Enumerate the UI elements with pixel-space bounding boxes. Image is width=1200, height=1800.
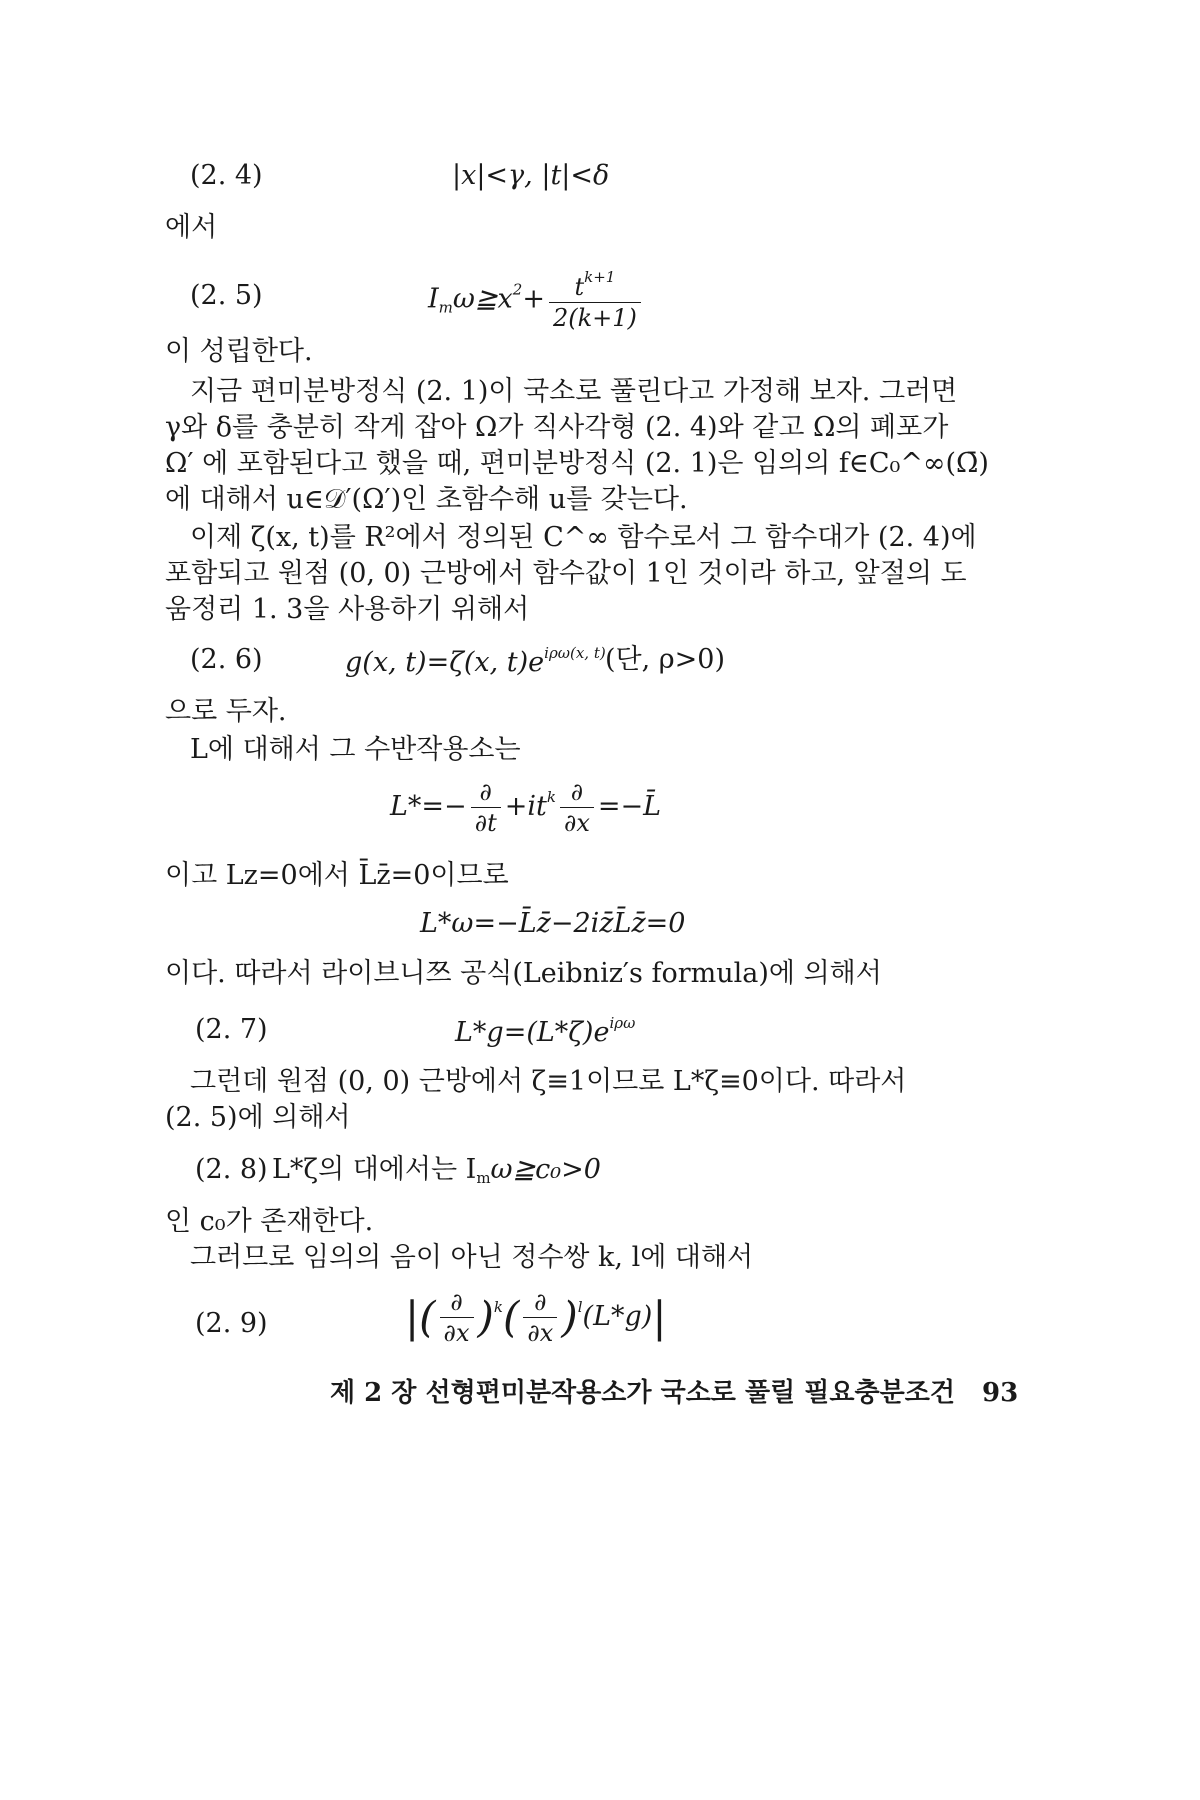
equation-adjoint [390,780,661,835]
equation-body [272,1156,601,1186]
equation-number: (2. 7) [195,1014,268,1045]
fraction [560,780,594,835]
denominator: 2(k+1) [549,302,641,330]
equation-body [345,646,606,676]
numerator-base: t [574,273,585,301]
equation-L-omega: L*ω=−L̄z̄−2iz̄L̄z̄=0 [420,908,686,939]
paren-left: ( [419,1292,436,1342]
equation-main: L*g=(L*ζ)e [455,1017,610,1048]
paragraph-line: Ω′ 에 포함된다고 했을 때, 편미분방정식 (2. 1)은 임의의 f∈C₀^∞(Ω̄) [165,448,989,479]
paren-left: ( [502,1292,520,1342]
equation-number: (2. 5) [190,280,263,311]
plus-sign: + [522,283,545,315]
paragraph-text: L에 대해서 그 수반작용소는 [190,734,521,765]
fraction [523,1290,557,1345]
paragraph-line: 움정리 1. 3을 사용하기 위해서 [165,594,530,625]
numerator: ∂ [534,1288,547,1316]
paragraph-text: 인 c₀가 존재한다. [165,1206,374,1237]
paragraph-text: 이고 Lz=0에서 L̄z̄=0이므로 [165,860,509,891]
equation-body [455,1016,635,1046]
middle-term: +it [504,791,547,822]
page-footer [330,1380,1018,1406]
fraction [549,270,641,330]
numerator: ∂ [570,778,584,806]
paragraph-line: 그런데 원점 (0, 0) 근방에서 ζ≡1이므로 L*ζ≡0이다. 따라서 [190,1066,907,1097]
fraction [471,780,501,835]
paren-right: ) [561,1292,578,1342]
equation-note: (단, ρ>0) [605,644,725,675]
inequality: ω≧x [452,283,513,315]
denominator: ∂x [560,807,594,835]
numerator [549,270,641,302]
lhs: I [428,283,439,315]
equation-body [405,1290,666,1345]
paragraph-text: 이 성립한다. [165,336,313,367]
paragraph-line: 포함되고 원점 (0, 0) 근방에서 함수값이 1인 것이라 하고, 앞절의 도 [165,558,967,589]
paren-right: ) [477,1292,494,1342]
equation-body: |x|<γ, |t|<δ [452,160,610,191]
superscript: k [546,788,556,806]
equation-tail: ω≧c₀>0 [490,1154,601,1185]
paragraph-line: (2. 5)에 의해서 [165,1102,351,1133]
paragraph-text: 에서 [165,212,218,243]
abs-bar-right: | [652,1292,667,1342]
abs-bar-left: | [405,1292,420,1342]
paragraph-line: 지금 편미분방정식 (2. 1)이 국소로 풀린다고 가정해 보자. 그러면 [190,376,958,407]
fraction [440,1290,474,1345]
subscript: m [476,1169,491,1187]
numerator: ∂ [450,1288,463,1316]
lhs: L*=− [390,791,467,822]
paragraph-line: 에 대해서 u∈𝒟′(Ω′)인 초함수해 u를 갖는다. [165,484,688,515]
denominator: ∂x [523,1317,557,1345]
denominator: ∂x [440,1317,474,1345]
paragraph-line: γ와 δ를 충분히 작게 잡아 Ω가 직사각형 (2. 4)와 같고 Ω의 폐포가 [165,412,949,443]
superscript: iρω(x, t) [544,644,606,662]
subscript: m [438,298,453,317]
chapter-title: 제 2 장 선형편미분작용소가 국소로 풀릴 필요충분조건 [330,1378,955,1408]
equation-main: L*ζ의 대에서는 I [272,1154,477,1185]
equation-number: (2. 6) [190,644,263,675]
equation-number: (2. 8) [195,1154,268,1185]
paragraph-text: 그러므로 임의의 음이 아닌 정수쌍 k, l에 대해서 [190,1242,754,1273]
numerator-superscript: k+1 [584,268,616,286]
exponent-l: l [577,1298,583,1316]
superscript: iρω [609,1014,636,1032]
equation-main: g(x, t)=ζ(x, t)e [345,647,545,678]
denominator: ∂t [471,807,501,835]
paragraph-line: 이제 ζ(x, t)를 R²에서 정의된 C^∞ 함수로서 그 함수대가 (2. 4)에 [190,522,977,553]
page-number: 93 [982,1378,1019,1408]
equation-tail: (L*g) [582,1301,653,1332]
equation-body [428,270,645,330]
equation-number: (2. 4) [190,160,263,191]
rhs: =−L̄ [597,791,662,822]
superscript: 2 [512,280,523,299]
paragraph-text: 으로 두자. [165,696,287,727]
numerator: ∂ [479,778,492,806]
exponent-k: k [493,1298,503,1316]
equation-number: (2. 9) [195,1308,268,1339]
paragraph-text: 이다. 따라서 라이브니쯔 공식(Leibniz′s formula)에 의해서 [165,958,882,989]
